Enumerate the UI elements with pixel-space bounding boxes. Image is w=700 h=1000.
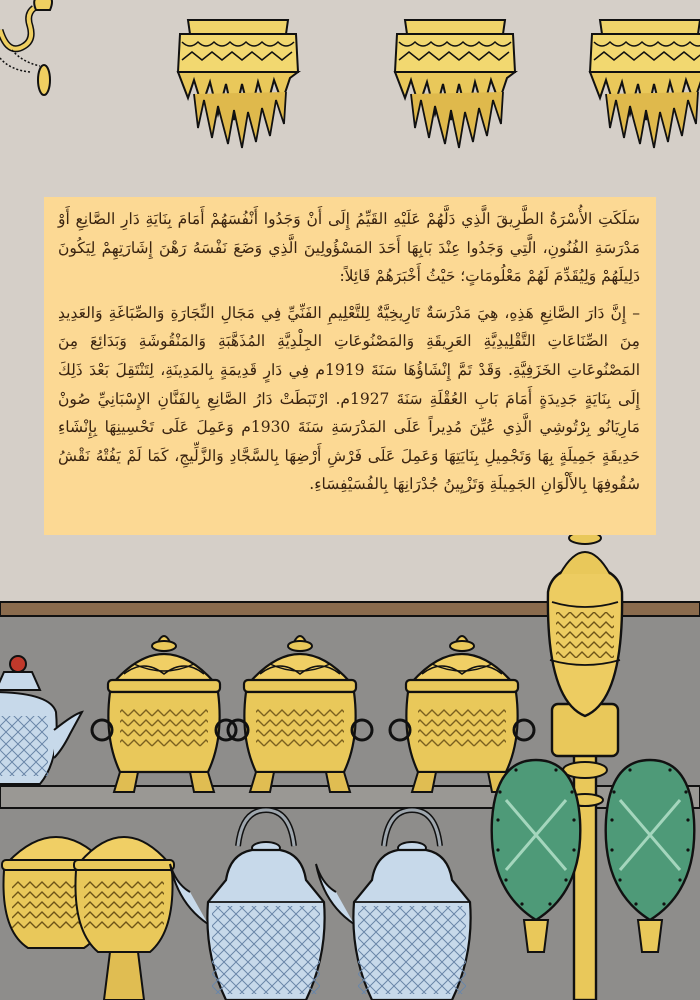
story-text-panel (44, 197, 656, 535)
story-paragraph-2: – إِنَّ دَارَ الصَّانِعِ هَذِهِ، هِيَ مَدْرَسَةٌ تَارِيخِيَّةٌ لِلتَّعْلِيمِ الفَنِّيِّ فِي مَجَالِ النِّجَارَةِ وَالصِّبَاغَةِ وَالعَدِيدِ مِنَ الصِّنَاعَاتِ التَّقْلِيدِيَّةِ العَرِيقَةِ وَالمَصْنُوعَاتِ الجِلْدِيَّةِ المُذَهَّبَةِ وَالمَنْقُوشَةِ وَبَدَائِعَ مِنَ المَصْنُوعَاتِ الخَزَفِيَّةِ. وَقَدْ تَمَّ إِنْشَاؤُهَا سَنَةَ 1919م فِي دَارٍ قَدِيمَةٍ بِالمَدِينَةِ، لِتَنْتَقِلَ بَعْدَ ذَلِكَ إِلَى بِنَايَةٍ جَدِيدَةٍ أَمَامَ بَابِ العُقْلَةِ سَنَةَ 1927م. ارْتَبَطَتْ دَارُ الصَّانِعِ بِالفَنَّانِ الإِسْبَانِيِّ صُونْ مَارِيَانُو بِرْتُوشِي الَّذِي عُيِّنَ مُدِيراً عَلَى المَدْرَسَةِ سَنَةَ 1930م وَعَمِلَ عَلَى تَحْسِينِهَا بِإِنْشَاءِ حَدِيقَةٍ جَمِيلَةٍ بِهَا وَتَجْمِيلِ بِنَايَتِهَا وَعَمِلَ عَلَى فَرْشِ أَرْضِهَا بِالسَّجَّادِ وَالزَّلِّيجِ، كَمَا لَمْ يَفُتْهُ نَقْشُ سُقُوفِهَا بِالأَلْوَانِ الجَمِيلَةِ وَتَزْيِينُ جُدْرَانِهَا بِالفُسَيْفِسَاءِ. (58, 303, 640, 494)
story-paragraph-1: سَلَكَتِ الأُسْرَةُ الطَّرِيقَ الَّذِي دَلَّهُمْ عَلَيْهِ القَيِّمُ إِلَى أَنْ وَجَدُوا أَنْفُسَهُمْ أَمَامَ بِنَايَةِ دَارِ الصَّانِعِ أَوْ مَدْرَسَةِ الفُنُونِ، الَّتِي وَجَدُوا عِنْدَ بَابِهَا أَحَدَ المَسْؤُولِينَ الَّذِي وَضَعَ نَفْسَهُ رَهْنَ إِشَارَتِهِمْ لِيَكُونَ دَلِيلَهُمْ وَلِيُقَدِّمَ لَهُمْ مَعْلُومَاتٍ؛ حَيْثُ أَخْبَرَهُمْ قَائِلاً: (58, 210, 640, 286)
